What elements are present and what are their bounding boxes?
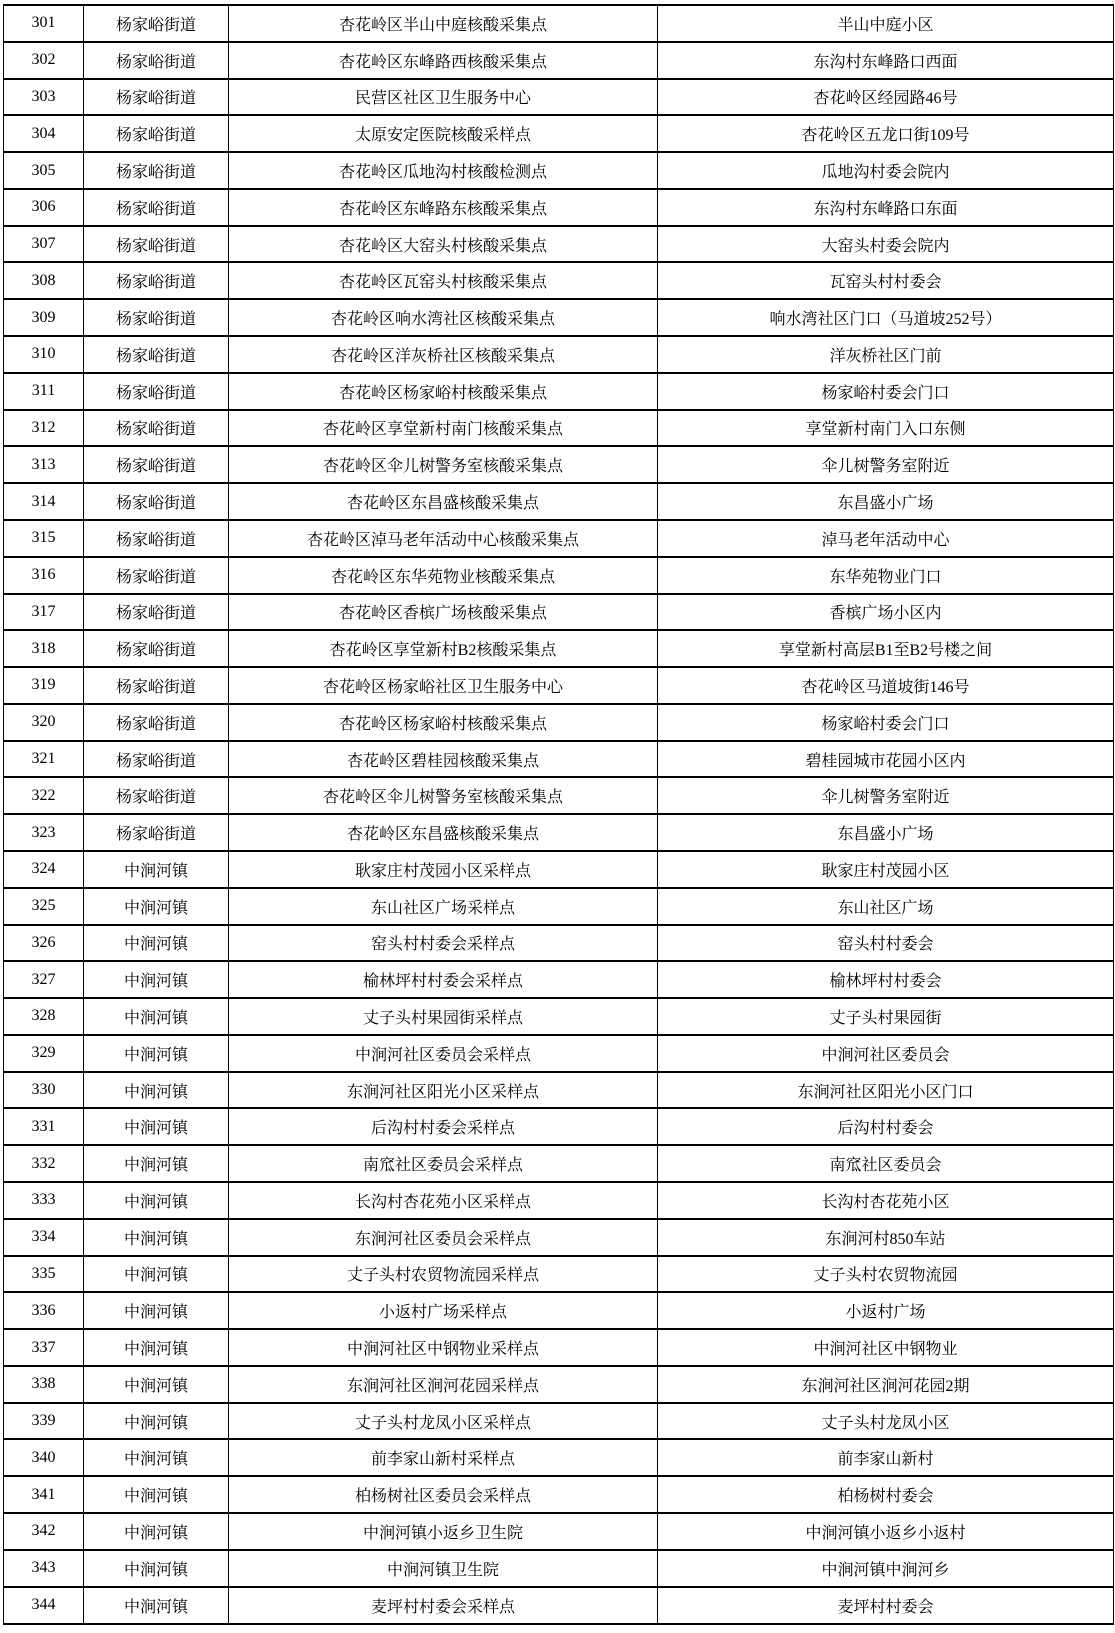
site-name-cell: 杏花岭区东昌盛核酸采集点	[229, 483, 658, 520]
address-cell: 杏花岭区马道坡街146号	[658, 667, 1114, 704]
street-cell: 杨家峪街道	[84, 79, 229, 116]
street-cell: 杨家峪街道	[84, 299, 229, 336]
row-number-cell: 305	[4, 152, 84, 189]
row-number-cell: 322	[4, 777, 84, 814]
table-row	[4, 299, 1114, 336]
street-cell: 杨家峪街道	[84, 446, 229, 483]
address-cell: 中涧河镇中涧河乡	[658, 1550, 1114, 1587]
site-name-cell: 杏花岭区香槟广场核酸采集点	[229, 594, 658, 631]
row-number-cell: 339	[4, 1403, 84, 1440]
table-row	[4, 961, 1114, 998]
street-cell: 中涧河镇	[84, 1182, 229, 1219]
address-cell: 耿家庄村茂园小区	[658, 851, 1114, 888]
address-cell: 中涧河社区中钢物业	[658, 1329, 1114, 1366]
street-cell: 中涧河镇	[84, 1292, 229, 1329]
site-name-cell: 中涧河镇小返乡卫生院	[229, 1513, 658, 1550]
address-cell: 杏花岭区五龙口街109号	[658, 115, 1114, 152]
street-cell: 中涧河镇	[84, 1256, 229, 1293]
address-cell: 杨家峪村委会门口	[658, 704, 1114, 741]
table-row	[4, 1108, 1114, 1145]
table-row	[4, 998, 1114, 1035]
sampling-sites-table	[3, 4, 1114, 1625]
street-cell: 杨家峪街道	[84, 262, 229, 299]
street-cell: 中涧河镇	[84, 1108, 229, 1145]
row-number-cell: 309	[4, 299, 84, 336]
table-row	[4, 1366, 1114, 1403]
address-cell: 东涧河社区阳光小区门口	[658, 1072, 1114, 1109]
table-row	[4, 1550, 1114, 1587]
address-cell: 洋灰桥社区门前	[658, 336, 1114, 373]
address-cell: 东涧河村850车站	[658, 1219, 1114, 1256]
site-name-cell: 丈子头村农贸物流园采样点	[229, 1256, 658, 1293]
address-cell: 长沟村杏花苑小区	[658, 1182, 1114, 1219]
site-name-cell: 杏花岭区东峰路西核酸采集点	[229, 42, 658, 79]
site-name-cell: 长沟村杏花苑小区采样点	[229, 1182, 658, 1219]
row-number-cell: 337	[4, 1329, 84, 1366]
address-cell: 东昌盛小广场	[658, 483, 1114, 520]
table-row	[4, 115, 1114, 152]
table-row	[4, 262, 1114, 299]
street-cell: 中涧河镇	[84, 851, 229, 888]
table-row	[4, 483, 1114, 520]
site-name-cell: 太原安定医院核酸采样点	[229, 115, 658, 152]
site-name-cell: 中涧河镇卫生院	[229, 1550, 658, 1587]
address-cell: 东华苑物业门口	[658, 557, 1114, 594]
address-cell: 伞儿树警务室附近	[658, 777, 1114, 814]
site-name-cell: 南窊社区委员会采样点	[229, 1145, 658, 1182]
address-cell: 享堂新村高层B1至B2号楼之间	[658, 630, 1114, 667]
table-row	[4, 42, 1114, 79]
site-name-cell: 榆林坪村村委会采样点	[229, 961, 658, 998]
site-name-cell: 丈子头村龙凤小区采样点	[229, 1403, 658, 1440]
street-cell: 中涧河镇	[84, 925, 229, 962]
row-number-cell: 336	[4, 1292, 84, 1329]
table-row	[4, 336, 1114, 373]
row-number-cell: 315	[4, 520, 84, 557]
row-number-cell: 343	[4, 1550, 84, 1587]
table-row	[4, 1256, 1114, 1293]
address-cell: 东山社区广场	[658, 888, 1114, 925]
row-number-cell: 303	[4, 79, 84, 116]
row-number-cell: 338	[4, 1366, 84, 1403]
table-row	[4, 1587, 1114, 1624]
row-number-cell: 324	[4, 851, 84, 888]
street-cell: 中涧河镇	[84, 1145, 229, 1182]
row-number-cell: 329	[4, 1035, 84, 1072]
street-cell: 中涧河镇	[84, 1587, 229, 1624]
site-name-cell: 后沟村村委会采样点	[229, 1108, 658, 1145]
site-name-cell: 东山社区广场采样点	[229, 888, 658, 925]
row-number-cell: 328	[4, 998, 84, 1035]
address-cell: 瓜地沟村委会院内	[658, 152, 1114, 189]
row-number-cell: 306	[4, 189, 84, 226]
table-row	[4, 704, 1114, 741]
street-cell: 中涧河镇	[84, 1366, 229, 1403]
site-name-cell: 东涧河社区涧河花园采样点	[229, 1366, 658, 1403]
address-cell: 杨家峪村委会门口	[658, 373, 1114, 410]
table-row	[4, 410, 1114, 447]
table-row	[4, 741, 1114, 778]
street-cell: 杨家峪街道	[84, 520, 229, 557]
address-cell: 东昌盛小广场	[658, 814, 1114, 851]
row-number-cell: 310	[4, 336, 84, 373]
site-name-cell: 杏花岭区杨家峪村核酸采集点	[229, 704, 658, 741]
table-row	[4, 1072, 1114, 1109]
table-row	[4, 667, 1114, 704]
street-cell: 中涧河镇	[84, 1329, 229, 1366]
table-row	[4, 373, 1114, 410]
site-name-cell: 麦坪村村委会采样点	[229, 1587, 658, 1624]
address-cell: 碧桂园城市花园小区内	[658, 741, 1114, 778]
street-cell: 杨家峪街道	[84, 410, 229, 447]
street-cell: 杨家峪街道	[84, 5, 229, 42]
site-name-cell: 杏花岭区东昌盛核酸采集点	[229, 814, 658, 851]
table-row	[4, 925, 1114, 962]
site-name-cell: 杏花岭区瓦窑头村核酸采集点	[229, 262, 658, 299]
table-row	[4, 1145, 1114, 1182]
site-name-cell: 杏花岭区伞儿树警务室核酸采集点	[229, 777, 658, 814]
table-row	[4, 226, 1114, 263]
table-row	[4, 1513, 1114, 1550]
row-number-cell: 334	[4, 1219, 84, 1256]
site-name-cell: 杏花岭区享堂新村南门核酸采集点	[229, 410, 658, 447]
row-number-cell: 311	[4, 373, 84, 410]
street-cell: 杨家峪街道	[84, 226, 229, 263]
street-cell: 杨家峪街道	[84, 741, 229, 778]
address-cell: 东涧河社区涧河花园2期	[658, 1366, 1114, 1403]
table-row	[4, 1035, 1114, 1072]
site-name-cell: 杏花岭区碧桂园核酸采集点	[229, 741, 658, 778]
table-row	[4, 594, 1114, 631]
row-number-cell: 314	[4, 483, 84, 520]
row-number-cell: 332	[4, 1145, 84, 1182]
table-row	[4, 557, 1114, 594]
street-cell: 杨家峪街道	[84, 777, 229, 814]
street-cell: 杨家峪街道	[84, 630, 229, 667]
site-name-cell: 耿家庄村茂园小区采样点	[229, 851, 658, 888]
street-cell: 杨家峪街道	[84, 336, 229, 373]
table-row	[4, 1219, 1114, 1256]
row-number-cell: 313	[4, 446, 84, 483]
row-number-cell: 341	[4, 1476, 84, 1513]
street-cell: 中涧河镇	[84, 961, 229, 998]
street-cell: 中涧河镇	[84, 1439, 229, 1476]
address-cell: 伞儿树警务室附近	[658, 446, 1114, 483]
site-name-cell: 东涧河社区委员会采样点	[229, 1219, 658, 1256]
address-cell: 响水湾社区门口（马道坡252号）	[658, 299, 1114, 336]
site-name-cell: 窑头村村委会采样点	[229, 925, 658, 962]
row-number-cell: 301	[4, 5, 84, 42]
address-cell: 杏花岭区经园路46号	[658, 79, 1114, 116]
site-name-cell: 杏花岭区响水湾社区核酸采集点	[229, 299, 658, 336]
site-name-cell: 杏花岭区享堂新村B2核酸采集点	[229, 630, 658, 667]
street-cell: 杨家峪街道	[84, 115, 229, 152]
table-row	[4, 152, 1114, 189]
address-cell: 东沟村东峰路口东面	[658, 189, 1114, 226]
site-name-cell: 杏花岭区大窑头村核酸采集点	[229, 226, 658, 263]
site-name-cell: 柏杨树社区委员会采样点	[229, 1476, 658, 1513]
site-name-cell: 前李家山新村采样点	[229, 1439, 658, 1476]
street-cell: 中涧河镇	[84, 1476, 229, 1513]
table-row	[4, 630, 1114, 667]
row-number-cell: 302	[4, 42, 84, 79]
table-row	[4, 1439, 1114, 1476]
street-cell: 中涧河镇	[84, 1035, 229, 1072]
street-cell: 杨家峪街道	[84, 152, 229, 189]
address-cell: 中涧河社区委员会	[658, 1035, 1114, 1072]
site-name-cell: 民营区社区卫生服务中心	[229, 79, 658, 116]
table-row	[4, 1182, 1114, 1219]
table-row	[4, 1292, 1114, 1329]
site-name-cell: 杏花岭区半山中庭核酸采集点	[229, 5, 658, 42]
address-cell: 丈子头村农贸物流园	[658, 1256, 1114, 1293]
row-number-cell: 325	[4, 888, 84, 925]
site-name-cell: 杏花岭区东峰路东核酸采集点	[229, 189, 658, 226]
row-number-cell: 317	[4, 594, 84, 631]
table-row	[4, 5, 1114, 42]
site-name-cell: 杏花岭区淖马老年活动中心核酸采集点	[229, 520, 658, 557]
address-cell: 享堂新村南门入口东侧	[658, 410, 1114, 447]
table-row	[4, 814, 1114, 851]
site-name-cell: 中涧河社区委员会采样点	[229, 1035, 658, 1072]
site-name-cell: 杏花岭区伞儿树警务室核酸采集点	[229, 446, 658, 483]
row-number-cell: 335	[4, 1256, 84, 1293]
street-cell: 杨家峪街道	[84, 667, 229, 704]
row-number-cell: 342	[4, 1513, 84, 1550]
table-row	[4, 777, 1114, 814]
address-cell: 中涧河镇小返乡小返村	[658, 1513, 1114, 1550]
street-cell: 中涧河镇	[84, 1513, 229, 1550]
site-name-cell: 杏花岭区杨家峪村核酸采集点	[229, 373, 658, 410]
address-cell: 窑头村村委会	[658, 925, 1114, 962]
street-cell: 杨家峪街道	[84, 483, 229, 520]
street-cell: 杨家峪街道	[84, 557, 229, 594]
address-cell: 丈子头村果园街	[658, 998, 1114, 1035]
street-cell: 杨家峪街道	[84, 373, 229, 410]
row-number-cell: 316	[4, 557, 84, 594]
street-cell: 杨家峪街道	[84, 704, 229, 741]
row-number-cell: 323	[4, 814, 84, 851]
street-cell: 杨家峪街道	[84, 189, 229, 226]
address-cell: 半山中庭小区	[658, 5, 1114, 42]
address-cell: 瓦窑头村村委会	[658, 262, 1114, 299]
row-number-cell: 333	[4, 1182, 84, 1219]
row-number-cell: 321	[4, 741, 84, 778]
address-cell: 麦坪村村委会	[658, 1587, 1114, 1624]
site-name-cell: 东涧河社区阳光小区采样点	[229, 1072, 658, 1109]
row-number-cell: 327	[4, 961, 84, 998]
row-number-cell: 330	[4, 1072, 84, 1109]
row-number-cell: 308	[4, 262, 84, 299]
address-cell: 丈子头村龙凤小区	[658, 1403, 1114, 1440]
address-cell: 南窊社区委员会	[658, 1145, 1114, 1182]
table-row	[4, 446, 1114, 483]
site-name-cell: 杏花岭区杨家峪社区卫生服务中心	[229, 667, 658, 704]
row-number-cell: 318	[4, 630, 84, 667]
row-number-cell: 331	[4, 1108, 84, 1145]
row-number-cell: 319	[4, 667, 84, 704]
table-row	[4, 1403, 1114, 1440]
table-row	[4, 851, 1114, 888]
row-number-cell: 312	[4, 410, 84, 447]
street-cell: 中涧河镇	[84, 1219, 229, 1256]
row-number-cell: 304	[4, 115, 84, 152]
site-name-cell: 中涧河社区中钢物业采样点	[229, 1329, 658, 1366]
table-row	[4, 888, 1114, 925]
row-number-cell: 340	[4, 1439, 84, 1476]
street-cell: 中涧河镇	[84, 998, 229, 1035]
site-name-cell: 杏花岭区东华苑物业核酸采集点	[229, 557, 658, 594]
address-cell: 淖马老年活动中心	[658, 520, 1114, 557]
table-row	[4, 1476, 1114, 1513]
table-row	[4, 1329, 1114, 1366]
row-number-cell: 344	[4, 1587, 84, 1624]
site-name-cell: 丈子头村果园街采样点	[229, 998, 658, 1035]
street-cell: 中涧河镇	[84, 1550, 229, 1587]
street-cell: 中涧河镇	[84, 888, 229, 925]
table-row	[4, 520, 1114, 557]
street-cell: 杨家峪街道	[84, 594, 229, 631]
address-cell: 柏杨树村委会	[658, 1476, 1114, 1513]
address-cell: 小返村广场	[658, 1292, 1114, 1329]
address-cell: 后沟村村委会	[658, 1108, 1114, 1145]
street-cell: 杨家峪街道	[84, 814, 229, 851]
site-name-cell: 杏花岭区洋灰桥社区核酸采集点	[229, 336, 658, 373]
street-cell: 中涧河镇	[84, 1072, 229, 1109]
address-cell: 香槟广场小区内	[658, 594, 1114, 631]
table-row	[4, 189, 1114, 226]
table-body	[4, 5, 1114, 1624]
site-name-cell: 杏花岭区瓜地沟村核酸检测点	[229, 152, 658, 189]
street-cell: 中涧河镇	[84, 1403, 229, 1440]
address-cell: 东沟村东峰路口西面	[658, 42, 1114, 79]
row-number-cell: 326	[4, 925, 84, 962]
site-name-cell: 小返村广场采样点	[229, 1292, 658, 1329]
table-row	[4, 79, 1114, 116]
address-cell: 榆林坪村村委会	[658, 961, 1114, 998]
address-cell: 前李家山新村	[658, 1439, 1114, 1476]
row-number-cell: 307	[4, 226, 84, 263]
street-cell: 杨家峪街道	[84, 42, 229, 79]
row-number-cell: 320	[4, 704, 84, 741]
address-cell: 大窑头村委会院内	[658, 226, 1114, 263]
